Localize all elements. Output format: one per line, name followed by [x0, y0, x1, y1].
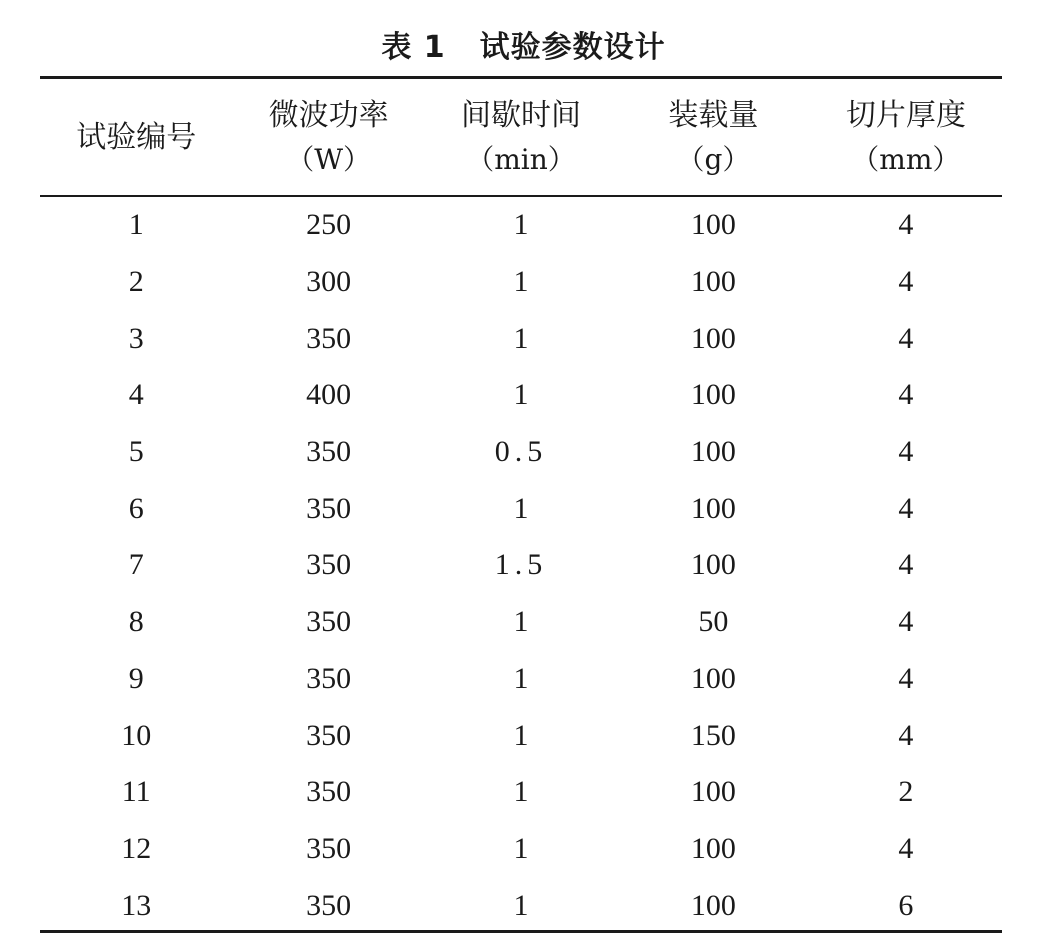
header-unit: （mm）	[851, 142, 961, 176]
table-cell: 1	[513, 775, 529, 809]
table-cell: 4	[898, 491, 914, 525]
table-cell: 4	[898, 661, 914, 695]
table-caption-title: 试验参数设计	[479, 30, 666, 65]
table-row	[40, 651, 1002, 708]
table-cell: 100	[690, 321, 736, 355]
table-cell: 4	[898, 435, 914, 469]
table-cell: 350	[306, 888, 352, 922]
table-top-rule	[40, 76, 1002, 79]
table-cell: 12	[121, 831, 152, 865]
table-cell: 350	[306, 548, 352, 582]
table-cell: 1	[513, 888, 529, 922]
table-cell: 350	[306, 605, 352, 639]
table-cell: 8	[128, 605, 144, 639]
table-row	[40, 764, 1002, 821]
table-caption-number: 表 1	[381, 30, 446, 65]
table-cell: 7	[128, 548, 144, 582]
table-cell: 350	[306, 321, 352, 355]
table-body	[40, 197, 1002, 934]
table-cell: 100	[690, 435, 736, 469]
header-cell-load-amount	[617, 80, 809, 195]
table-cell: 10	[121, 718, 152, 752]
table-cell: 4	[128, 378, 144, 412]
table-cell: 100	[690, 265, 736, 299]
header-cell-microwave-power	[232, 80, 424, 195]
header-unit: （min）	[466, 142, 576, 176]
table-row	[40, 367, 1002, 424]
table-cell: 3	[128, 321, 144, 355]
table-cell: 4	[898, 265, 914, 299]
table-cell: 1	[513, 208, 529, 242]
table-cell: 1	[513, 378, 529, 412]
header-label: 装载量	[668, 97, 759, 133]
table-cell: 1	[513, 491, 529, 525]
table-cell: 100	[690, 661, 736, 695]
table-cell: 1	[513, 321, 529, 355]
header-label: 微波功率	[268, 97, 389, 133]
header-unit: （W）	[286, 142, 371, 176]
header-label: 间歇时间	[461, 97, 582, 133]
table-row	[40, 254, 1002, 311]
table-cell: 350	[306, 661, 352, 695]
header-cell-interval-time	[425, 80, 617, 195]
table-cell: 4	[898, 378, 914, 412]
table-cell: 4	[898, 605, 914, 639]
table-row	[40, 310, 1002, 367]
table-cell: 0.5	[494, 435, 548, 469]
table-cell: 4	[898, 321, 914, 355]
table-cell: 5	[128, 435, 144, 469]
header-cell-trial-number	[40, 80, 232, 195]
table-cell: 100	[690, 491, 736, 525]
table-cell: 100	[690, 208, 736, 242]
table-cell: 250	[306, 208, 352, 242]
table-cell: 4	[898, 718, 914, 752]
table-cell: 350	[306, 491, 352, 525]
table-row	[40, 480, 1002, 537]
table-cell: 400	[306, 378, 352, 412]
header-unit: （g）	[676, 142, 751, 176]
table-cell: 4	[898, 548, 914, 582]
table-cell: 11	[121, 775, 151, 809]
table-cell: 6	[128, 491, 144, 525]
table-cell: 350	[306, 718, 352, 752]
table-cell: 50	[698, 605, 729, 639]
table-cell: 1	[513, 718, 529, 752]
table-cell: 1	[513, 265, 529, 299]
table-cell: 100	[690, 831, 736, 865]
header-label: 切片厚度	[845, 97, 966, 133]
table-cell: 150	[690, 718, 736, 752]
header-cell-slice-thickness	[810, 80, 1002, 195]
table-cell: 4	[898, 831, 914, 865]
table-bottom-rule	[40, 930, 1002, 933]
table-row	[40, 877, 1002, 934]
table-cell: 350	[306, 775, 352, 809]
table-cell: 13	[121, 888, 152, 922]
table-cell: 100	[690, 775, 736, 809]
header-label: 试验编号	[76, 119, 197, 155]
table-cell: 1.5	[494, 548, 548, 582]
table-cell: 1	[128, 208, 144, 242]
table-cell: 300	[306, 265, 352, 299]
table-cell: 350	[306, 435, 352, 469]
table-row	[40, 537, 1002, 594]
table-cell: 6	[898, 888, 914, 922]
table-row	[40, 424, 1002, 481]
table-cell: 1	[513, 605, 529, 639]
table-row	[40, 707, 1002, 764]
table-cell: 9	[128, 661, 144, 695]
table-header	[40, 80, 1002, 195]
table-row	[40, 197, 1002, 254]
table-cell: 100	[690, 888, 736, 922]
table-cell: 2	[898, 775, 914, 809]
table-row	[40, 821, 1002, 878]
table-row	[40, 594, 1002, 651]
table-caption	[0, 22, 1047, 66]
table-cell: 350	[306, 831, 352, 865]
table-cell: 2	[128, 265, 144, 299]
table-cell: 1	[513, 661, 529, 695]
table-cell: 1	[513, 831, 529, 865]
table-cell: 100	[690, 378, 736, 412]
table-cell: 100	[690, 548, 736, 582]
table-cell: 4	[898, 208, 914, 242]
